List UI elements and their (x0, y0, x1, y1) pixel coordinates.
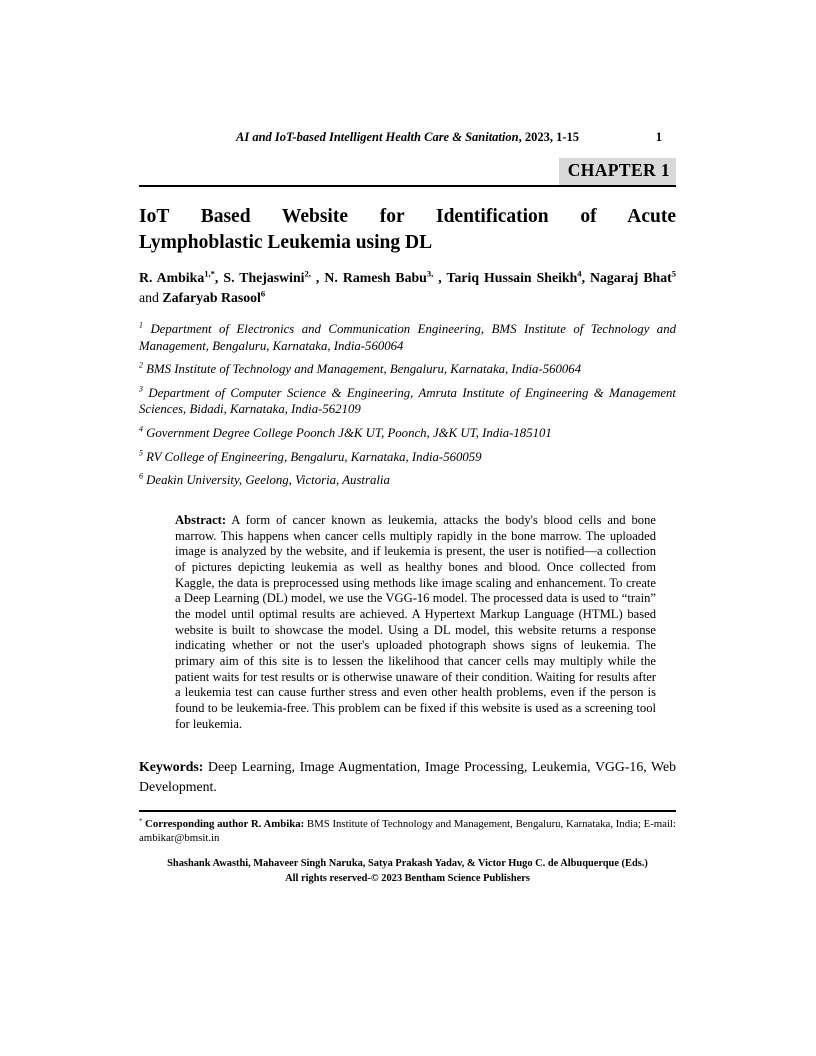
publisher-block (139, 857, 676, 886)
authors-line (139, 268, 676, 307)
author-separator: , (433, 270, 447, 286)
author: Zafaryab Rasool$^6$ (162, 288, 266, 305)
footnote-marker: * (139, 817, 143, 825)
footnote-text: BMS Institute of Technology and Management, Bengaluru, Karnataka, India; E-mail: ambikar@bmsit.in (139, 817, 676, 845)
affiliation: $^2$ BMS Institute of Technology and Management, Bengaluru, Karnataka, India-560064 (139, 360, 582, 377)
running-header (139, 130, 676, 145)
author: S. Thejaswini$^{2,}$ (223, 268, 311, 286)
affiliation-marker: 2 (139, 360, 143, 370)
abstract-text: A form of cancer known as leukemia, attacks the body's blood cells and bone marrow. This happens when cancer cells multiply rapidly in the bone marrow. The uploaded image is analyzed by the website, and if leukemia is present, the user is notified—a collection of pictures depicting leukemia as well as healthy bones and blood. Once collected from Kaggle, the data is preprocessed using methods like image scaling and enhancement. To create a Deep Learning (DL) model, we use the VGG-16 model. The processed data is used to “train” the model until optimal results are achieved. A Hypertext Markup Language (HTML) based website is built to showcase the model. Using a DL model, this website returns a response indicating whether or not the user's uploaded photograph shows signs of leukemia. The primary aim of this site is to lessen the likelihood that cancer cells may multiply while the patient waits for test results or is otherwise unaware of their condition. Waiting for results after a leukemia test can cause further stress and even other health problems, even if the person is found to be leukemia-free. This problem can be fixed if this website is used as a screening tool for leukemia. (175, 512, 656, 731)
chapter-rule (139, 158, 676, 187)
author-separator: , (214, 270, 224, 286)
affiliation-marker: 4 (139, 424, 143, 434)
author-separator: , (581, 270, 591, 286)
affiliation: $^5$ RV College of Engineering, Bengaluru, Karnataka, India-560059 (139, 448, 482, 464)
keywords-block (139, 757, 676, 796)
affiliation: $^1$ Department of Electronics and Communication Engineering, BMS Institute of Technology and Management, Bengaluru, Karnataka, India-560064 (139, 320, 676, 353)
author-separator: and (139, 289, 163, 305)
page-number: 1 (655, 130, 662, 144)
affiliation-marker: 5 (139, 448, 143, 458)
author: R. Ambika$^{1,*}$ (139, 268, 215, 286)
publisher-copyright: All rights reserved-© 2023 Bentham Science Publishers (285, 872, 530, 884)
citation-suffix: , 2023, 1-15 (518, 130, 579, 144)
title-line-1: IoT Based Website for Identification of Acute (139, 205, 676, 227)
affiliations (139, 321, 676, 489)
affiliation-marker: 3 (139, 384, 143, 394)
corresponding-author-footnote (139, 810, 676, 846)
affiliation: $^6$ Deakin University, Geelong, Victoria, Australia (139, 472, 390, 488)
publisher-editors: Shashank Awasthi, Mahaveer Singh Naruka, Satya Prakash Yadav, & Victor Hugo C. de Albuquerque (Eds.) (167, 858, 648, 870)
chapter-badge: CHAPTER 1 (559, 158, 676, 185)
affiliation-marker: 6 (139, 472, 143, 481)
affiliation: $^3$ Department of Computer Science & Engineering, Amruta Institute of Engineering & Management Sciences, Bidadi, Karnataka, India-562109 (139, 384, 676, 417)
chapter-title (139, 204, 676, 256)
keywords-text: Deep Learning, Image Augmentation, Image Processing, Leukemia, VGG-16, Web Development. (139, 759, 676, 794)
title-line-2: Lymphoblastic Leukemia using DL (139, 231, 433, 253)
author: Tariq Hussain Sheikh$^4$ (446, 268, 582, 286)
journal-title: AI and IoT-based Intelligent Health Care & Sanitation (236, 130, 519, 144)
affiliation-marker: 1 (139, 320, 143, 330)
author-separator: , (310, 270, 325, 286)
footnote-bold: Corresponding author R. Ambika: (145, 817, 305, 830)
author: N. Ramesh Babu$^{3,}$ (324, 268, 434, 286)
affiliation: $^4$ Government Degree College Poonch J&K UT, Poonch, J&K UT, India-185101 (139, 424, 552, 441)
abstract-label: Abstract: (175, 512, 227, 527)
keywords-label: Keywords: (139, 759, 204, 775)
author: Nagaraj Bhat$^5$ (590, 268, 677, 286)
abstract-block (175, 513, 656, 732)
